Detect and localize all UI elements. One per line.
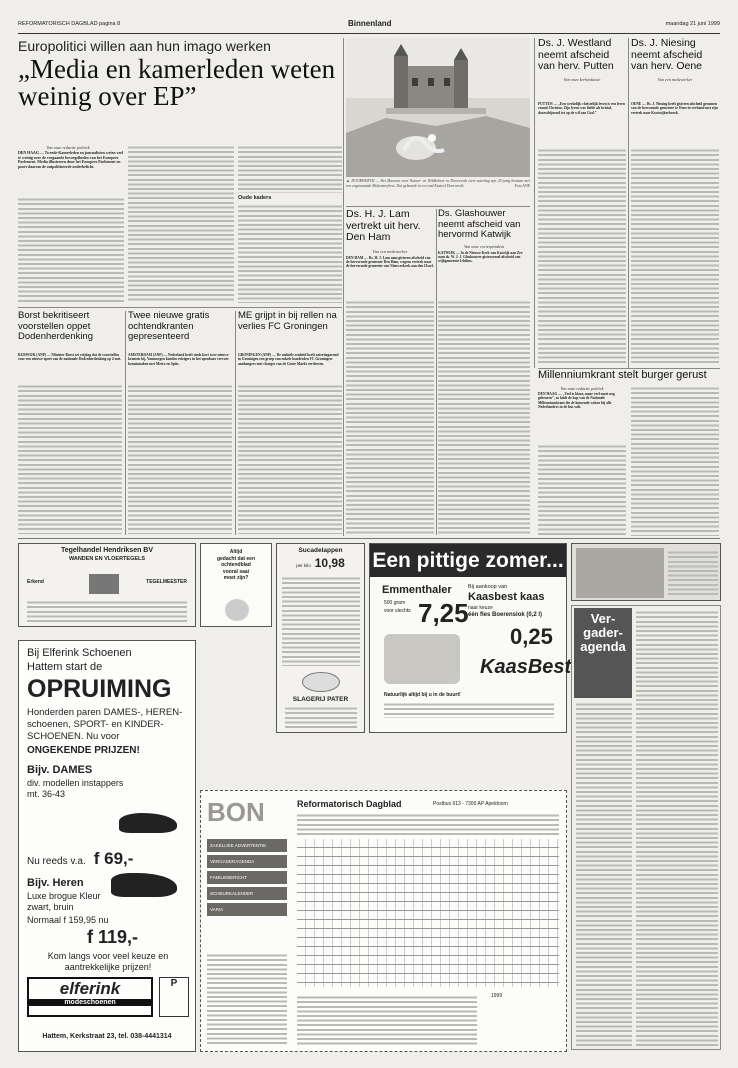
me-text	[238, 384, 342, 534]
ad-vacation[interactable]	[571, 543, 721, 601]
promo-line: gedacht dat een	[216, 555, 256, 562]
glashouwer-byline: Van onze correspondent	[463, 243, 505, 249]
kaas-een: één fles Boerenslok (0,2 l)	[468, 612, 543, 618]
divider	[346, 206, 530, 207]
westland-byline: Van onze kerkredactie	[563, 76, 601, 82]
kaas-foot: Natuurlijk altijd bij u in de buurt!	[384, 692, 461, 698]
millennium-text2	[631, 386, 719, 536]
lam-lead: DEN HAM — Ds. H. J. Lam nam gisteren afscheid van de hervormde gemeente Den Ham, wegens vertrek naar de hervormde gemeente van Nieuwerkerk aan den IJssel.	[346, 255, 434, 269]
westland-text	[538, 148, 626, 366]
bon-row[interactable]: VARIA	[207, 903, 287, 916]
elf-heren: Bijv. Heren	[27, 877, 84, 889]
page-header	[18, 21, 720, 31]
bon-row[interactable]: SCHEURKALENDER	[207, 887, 287, 900]
bon-title: BON	[207, 797, 265, 827]
kranten-lead: AMSTERDAM (ANP) — Nederland heeft sinds kort twee nieuwe kranten bij. Vanmorgen konden reizigers in het openbaar vervoer kennismaken met Metro en Spits.	[128, 353, 229, 366]
photo-credit: Foto ANP	[514, 183, 530, 188]
bon-row[interactable]: FAMILIEBERICHT	[207, 871, 287, 884]
vacation-image	[576, 548, 664, 598]
niesing-text	[631, 148, 719, 366]
cheese-image	[384, 634, 460, 684]
kaas-banner: Een pittige zomer...	[370, 544, 566, 577]
tegel-brand2: TEGELMEESTER	[146, 579, 187, 585]
elf-sale: OPRUIMING	[27, 675, 172, 703]
elf-logo: elferink	[59, 979, 121, 998]
tegel-brand1: Erkend	[27, 579, 44, 585]
kaas-offer: Bij aankoop van	[468, 584, 508, 590]
elf-dames: Bijv. DAMES	[27, 764, 93, 776]
bon-grid[interactable]	[297, 839, 559, 987]
promo-text	[201, 549, 271, 582]
photo-caption	[346, 179, 530, 205]
promo-line: moet zijn?	[223, 575, 249, 581]
millennium-byline: Van onze redactie politiek	[560, 386, 604, 391]
glashouwer-lead: KATWIJK — In de Nieuwe Kerk van Katwijk aan Zee nam ds. W. J. J. Glashouwer gisteravond afscheid van wijkgemeente Ichthus.	[438, 250, 523, 264]
agenda-left-col	[576, 702, 632, 1046]
me-lead: GRONINGEN (ANP) — De mobiele eenheid heeft zaterdagavond in Groningen een groep van enkele honderden FC Groningen-aanhangers met charges van de Grote Markt verdreven.	[238, 353, 339, 366]
tegel-line: WANDEN EN VLOERTEGELS	[68, 556, 146, 562]
elf-logo2: modeschoenen	[29, 999, 151, 1006]
article-niesing	[631, 38, 719, 102]
slager-logo	[302, 672, 340, 692]
bon-notes	[207, 953, 287, 1045]
slager-pricelist	[282, 576, 360, 666]
borst-text	[18, 384, 122, 534]
ad-rd-promo[interactable]	[200, 543, 272, 627]
kaas-price: 7,25	[418, 598, 469, 628]
header-rule	[18, 33, 720, 34]
kaas-weight: 500 gram	[384, 600, 406, 606]
ad-tegelhandel[interactable]	[18, 543, 196, 627]
lead-intro: DEN HAAG — Tweede-Kamerleden en journalisten weten veel te weinig over de vergaande bevoegdheden van het Europees Parlement. Media illustreren door het Europees Parlement en poort daarom de ontpolitiseerde onderbelicht.	[18, 151, 123, 169]
lead-headline-block	[18, 38, 388, 111]
slager-price: 10,98	[314, 556, 345, 570]
ad-slager[interactable]	[276, 543, 365, 733]
header-date: maandag 21 juni 1999	[665, 21, 720, 27]
divider	[235, 311, 236, 535]
bon-row[interactable]: ZAKELIJKE ADVERTENTIE	[207, 839, 287, 852]
elf-nuvoor: Nu reeds v.a.	[27, 856, 86, 867]
millennium-headline-box	[538, 370, 720, 384]
borst-lead: RIJSWIJK (ANP) — Minister Borst zei vrijdag dat de voorstellen voor een nieuwe opzet van de nationale Dodenherdenking op 4 mei.	[18, 353, 122, 362]
elf-line3: Honderden paren DAMES-, HEREN-schoenen, SPORT- en KINDER-SCHOENEN. Nu voor	[27, 707, 183, 742]
photo-caption-text: ▲ DOORWERTH — Het Museum voor Natuur- en Wildbeheer in Doorwerth viert zaterdag zijn 25-jarig bestaan met een zogenaamde Midzomerfeest. Dat gebeurde in en rond Kasteel Doorwerth.	[346, 179, 530, 188]
promo-line: ochtendblad	[221, 562, 251, 568]
castle-illustration	[346, 38, 530, 177]
promo-line: vooral saai	[222, 568, 250, 575]
slager-address	[285, 706, 357, 728]
bon-date: 1999	[491, 993, 503, 999]
elf-kom: Kom langs voor veel keuze en aantrekkelijke prijzen!	[47, 951, 169, 972]
divider	[534, 38, 535, 368]
bon-form-fields[interactable]	[297, 995, 477, 1045]
divider	[436, 209, 437, 535]
ads-rule	[18, 538, 720, 539]
castle-photo	[346, 38, 530, 177]
elf-line2: Hattem start de	[27, 661, 103, 673]
divider	[343, 38, 344, 536]
divider	[18, 307, 342, 308]
lead-byline: Van onze redactie politiek	[46, 145, 90, 150]
kaas-brand: KaasBest	[480, 656, 572, 678]
article-westland	[538, 38, 626, 102]
kaas-naar: naar keuze	[468, 605, 493, 611]
borst-headline: Borst bekritiseert voorstellen oppet Dodenherdenking	[18, 310, 94, 342]
vacation-text	[668, 550, 718, 596]
lam-byline: Van een medewerker	[372, 248, 408, 254]
niesing-byline: Van een medewerker	[657, 76, 693, 82]
divider	[125, 311, 126, 535]
kranten-headline: Twee nieuwe gratis ochtendkranten gepresenteerd	[128, 310, 210, 342]
elf-heren2: Luxe brogue Kleur zwart, bruin	[27, 891, 101, 912]
niesing-headline: Ds. J. Niesing neemt afscheid van herv. Oene	[631, 37, 703, 72]
glashouwer-text	[438, 300, 530, 535]
elf-price1: f 69,-	[93, 849, 134, 868]
lam-text	[346, 300, 434, 535]
kaas-price2: 0,25	[510, 624, 553, 649]
tegel-logo	[89, 574, 119, 594]
me-headline: ME grijpt in bij rellen na verlies FC Groningen	[238, 310, 337, 332]
article-kranten	[128, 311, 232, 351]
millennium-lead: DEN HAAG — „Veel is klaar, maar veel moet nog gebeuren”, zo luidt de kop van de Nationale Millenniumkrant die de komende weken bij alle Nederlanders in de bus valt.	[538, 392, 615, 410]
lead-text-col2	[128, 145, 234, 303]
elf-logo-box	[27, 977, 153, 1017]
ad-elferink[interactable]	[18, 640, 196, 1052]
bon-paper: Reformatorisch Dagblad	[297, 799, 402, 809]
westland-headline: Ds. J. Westland neemt afscheid van herv. Putten	[538, 37, 614, 72]
blank-space	[369, 738, 567, 786]
elf-dames2: div. modellen instappers mt. 36-43	[27, 778, 124, 799]
header-section: Binnenland	[348, 19, 392, 28]
westland-lead: PUTTEN — „Een werkelijk christelijk leven is een leven vanuit Christus. Zijn leven was liefde als kristal, doorschijnend tot op de wil van God.”	[538, 102, 625, 115]
lead-subhead: Oude kaders	[238, 195, 272, 201]
bon-row[interactable]: VERGADERAGENDA	[207, 855, 287, 868]
article-glashouwer	[438, 209, 530, 305]
ad-bon-coupon[interactable]	[200, 790, 567, 1052]
ad-kaasbest[interactable]	[369, 543, 572, 733]
elf-ongekend: ONGEKENDE PRIJZEN!	[27, 745, 140, 756]
bon-postbus: Postbus 613 - 7300 AP Apeldoorn	[433, 801, 508, 807]
kaas-voor: voor slechts	[384, 608, 411, 614]
divider	[628, 38, 629, 368]
kaas-offer2: Kaasbest kaas	[468, 591, 545, 603]
promo-line: Altijd	[229, 549, 243, 555]
promo-figure	[225, 599, 249, 621]
bon-instructions	[297, 813, 559, 837]
kranten-text	[128, 384, 232, 534]
lead-headline: „Media en kamerleden weten weinig over EP”	[18, 54, 336, 111]
elf-address: Hattem, Kerkstraat 23, tel. 038-4441314	[42, 1033, 172, 1040]
tegel-title: Tegelhandel Hendriksen BV	[60, 547, 154, 554]
elf-price2: f 119,-	[87, 927, 139, 947]
slager-name: SLAGERIJ PATER	[292, 696, 349, 703]
header-left: REFORMATORISCH DAGBLAD pagina 8	[18, 21, 121, 27]
lead-kicker: Europolitici willen aan hun imago werken	[18, 38, 271, 54]
lam-headline: Ds. H. J. Lam vertrekt uit herv. Den Ham	[346, 208, 421, 243]
shoe-image	[119, 813, 177, 833]
kaas-product: Emmenthaler	[382, 584, 452, 596]
article-lam	[346, 209, 434, 305]
glashouwer-headline: Ds. Glashouwer neemt afscheid van hervormd Katwijk	[438, 208, 521, 240]
agenda-title: Ver-gader-agenda	[574, 608, 632, 698]
article-borst	[18, 311, 122, 351]
millennium-headline: Millenniumkrant stelt burger gerust	[538, 369, 707, 381]
slager-per: per kilo	[296, 563, 311, 568]
agenda-right-col	[636, 610, 718, 1046]
elf-line1: Bij Elferink Schoenen	[27, 647, 132, 659]
niesing-lead: OENE — Ds. J. Niesing heeft gisteren afscheid genomen van de hervormde gemeente te Oene in verband met zijn vertrek naar Kootwijkerbroek.	[631, 102, 718, 115]
elf-normaal: Normaal f 159,95 nu	[27, 915, 109, 925]
kaas-addresses	[384, 702, 554, 718]
tegel-address	[27, 600, 187, 622]
millennium-text1	[538, 444, 626, 536]
slager-title: Sucadelappen	[298, 547, 343, 554]
shoe-image	[111, 873, 177, 897]
lead-text-col3a	[238, 145, 342, 193]
vergaderagenda	[571, 605, 721, 1050]
parking-icon: P	[159, 977, 189, 1017]
lead-text-col3b	[238, 204, 342, 303]
lead-text-col1	[18, 197, 124, 303]
article-me	[238, 311, 342, 351]
